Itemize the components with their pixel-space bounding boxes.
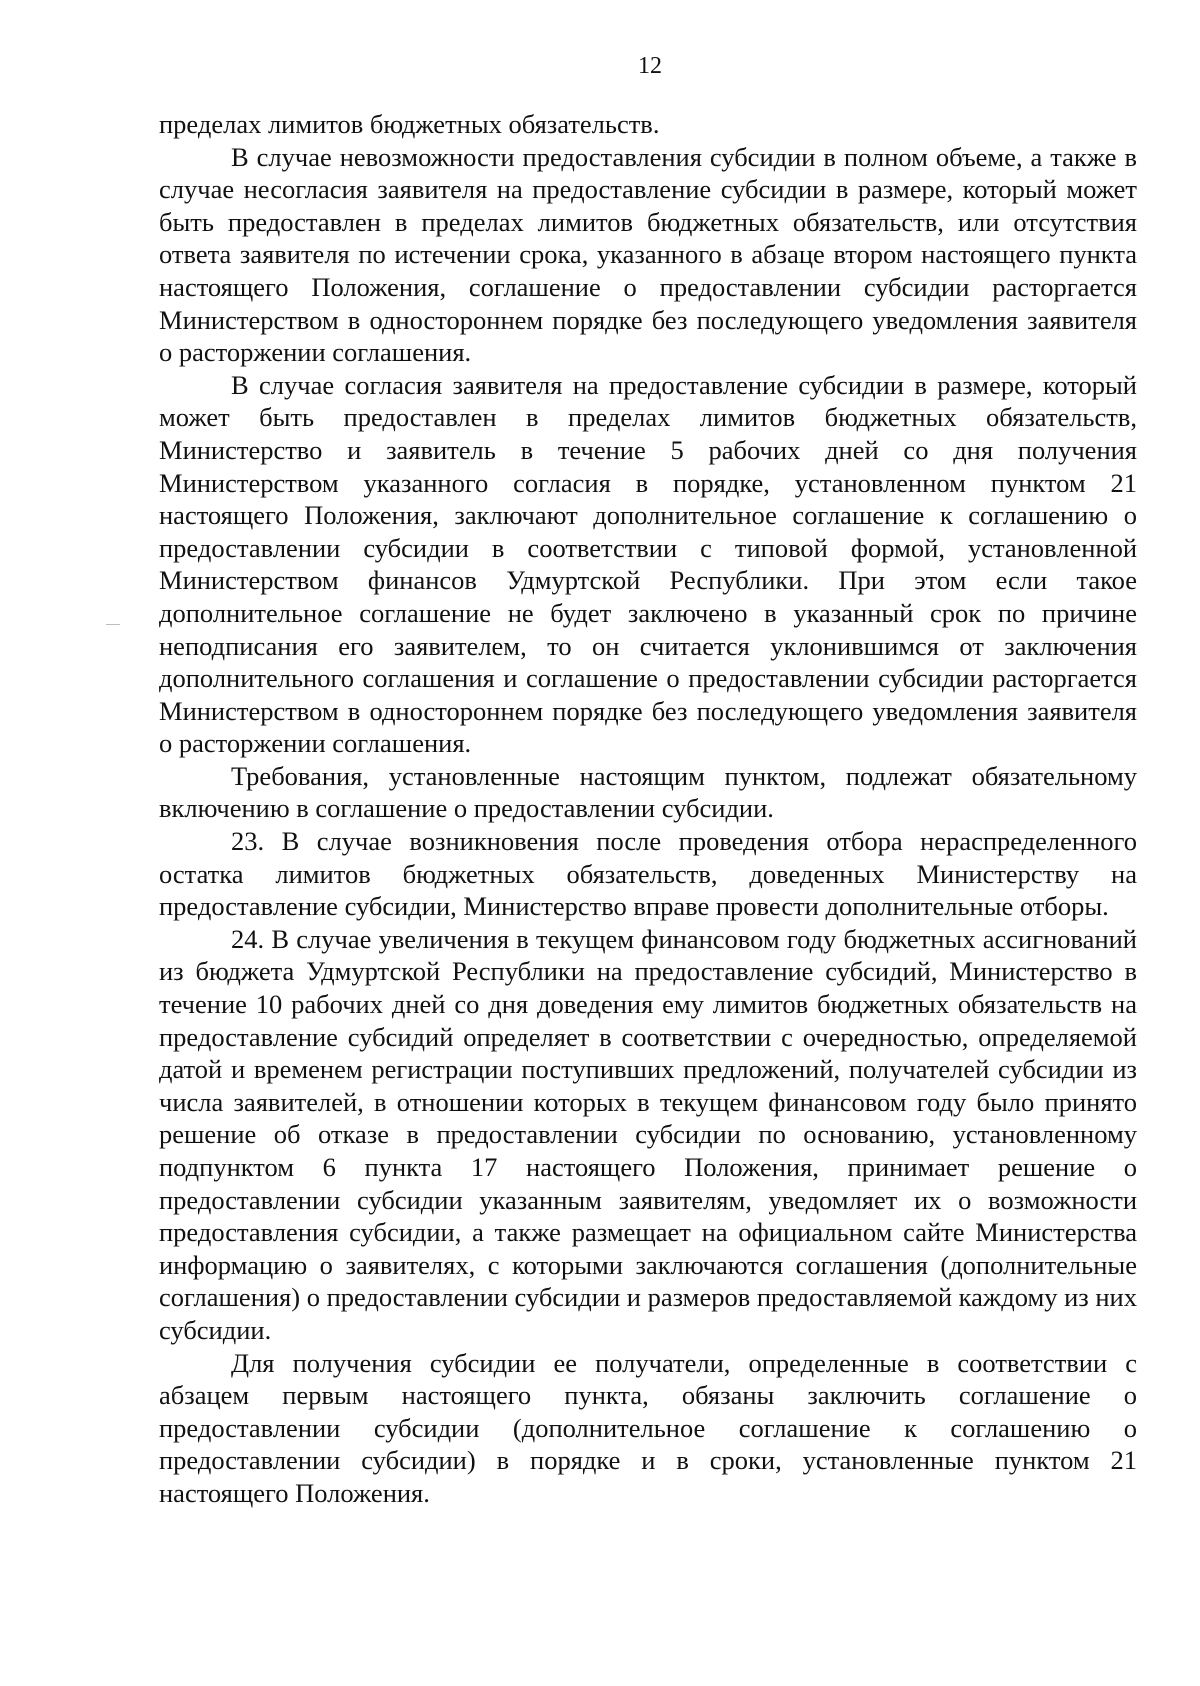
paragraph: Требования, установленные настоящим пунктом, подлежат обязательному включению в соглашение о предоставлении субсидии. — [159, 760, 1137, 824]
paragraph-item-24: 24. В случае увеличения в текущем финансовом году бюджетных ассигнований из бюджета Удмуртской Республики на предоставление субсидий, Министерство в течение 10 рабочих дней со дня доведения ему лимитов бюджетных обязательств на предоставление субсидий определяет в соответствии с очередностью, определяемой датой и временем регистрации поступивших предложений, получателей субсидии из числа заявителей, в отношении которых в текущем финансовом году было принято решение об отказе в предоставлении субсидии по основанию, установленному подпунктом 6 пункта 17 настоящего Положения, принимает решение о предоставлении субсидии указанным заявителям, уведомляет их о возможности предоставления субсидии, а также размещает на официальном сайте Министерства информацию о заявителях, с которыми заключаются соглашения (дополнительные соглашения) о предоставлении субсидии и размеров предоставляемой каждому из них субсидии. — [159, 923, 1137, 1345]
page-number: 12 — [638, 53, 662, 79]
scan-artifact — [106, 624, 120, 625]
paragraph: В случае согласия заявителя на предоставление субсидии в размере, который может быть предоставлен в пределах лимитов бюджетных обязательств, Министерство и заявитель в течение 5 рабочих дней со дня получения Министерством указанного согласия в порядке, установленном пунктом 21 настоящего Положения, заключают дополнительное соглашение к соглашению о предоставлении субсидии в соответствии с типовой формой, установленной Министерством финансов Удмуртской Республики. При этом если такое дополнительное соглашение не будет заключено в указанный срок по причине неподписания его заявителем, то он считается уклонившимся от заключения дополнительного соглашения и соглашение о предоставлении субсидии расторгается Министерством в одностороннем порядке без последующего уведомления заявителя о расторжении соглашения. — [159, 369, 1137, 759]
paragraph-continuation: пределах лимитов бюджетных обязательств. — [159, 109, 660, 139]
paragraph: Для получения субсидии ее получатели, определенные в соответствии с абзацем первым настоящего пункта, обязаны заключить соглашение о предоставлении субсидии (дополнительное соглашение к соглашению о предоставлении субсидии) в порядке и в сроки, установленные пунктом 21 настоящего Положения. — [159, 1347, 1137, 1508]
document-body — [159, 108, 1137, 1510]
paragraph: В случае невозможности предоставления субсидии в полном объеме, а также в случае несогласия заявителя на предоставление субсидии в размере, который может быть предоставлен в пределах лимитов бюджетных обязательств, или отсутствия ответа заявителя по истечении срока, указанного в абзаце втором настоящего пункта настоящего Положения, соглашение о предоставлении субсидии расторгается Министерством в одностороннем порядке без последующего уведомления заявителя о расторжении соглашения. — [159, 141, 1137, 368]
paragraph-item-23: 23. В случае возникновения после проведения отбора нераспределенного остатка лимитов бюджетных обязательств, доведенных Министерству на предоставление субсидии, Министерство вправе провести дополнительные отборы. — [159, 826, 1137, 922]
